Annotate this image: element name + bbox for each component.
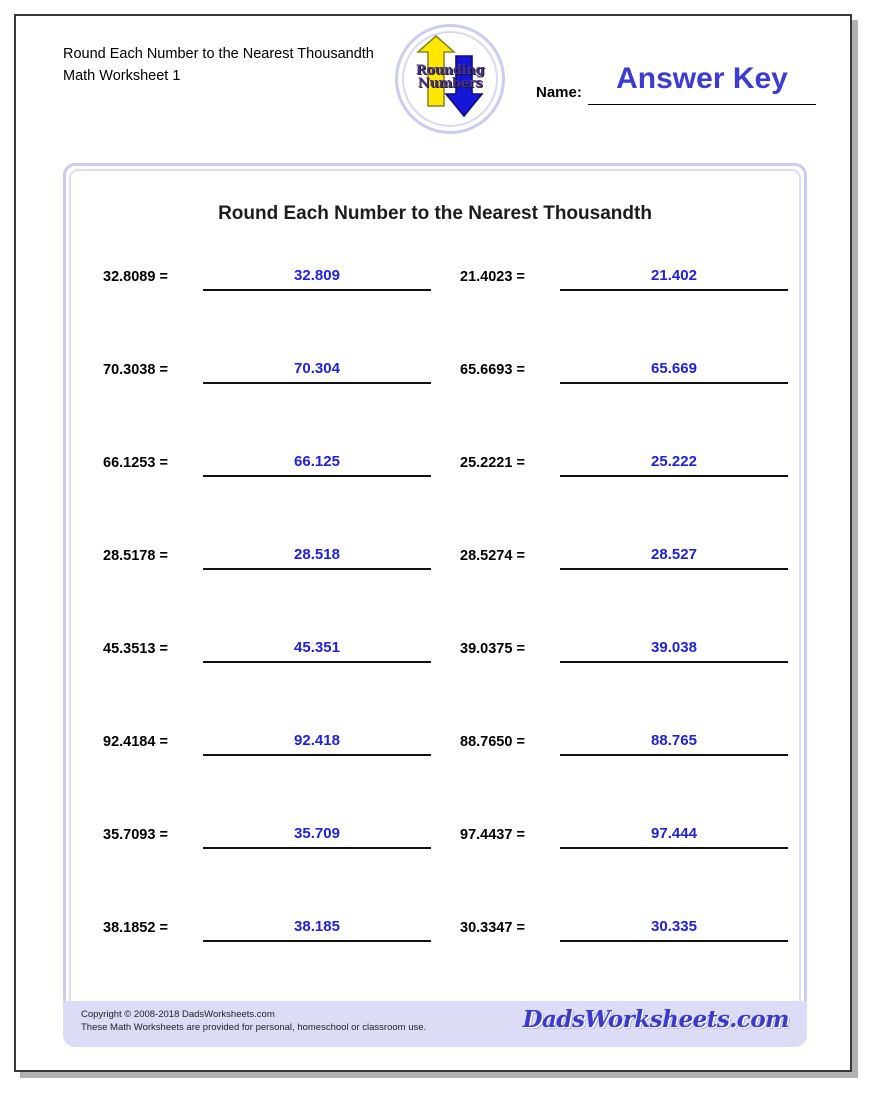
- page-footer: [63, 1006, 807, 1044]
- problem-answer-zone[interactable]: [560, 637, 788, 663]
- problem-row: [71, 900, 799, 993]
- worksheet-card-inner: [69, 169, 801, 1037]
- problem-question: 39.0375 =: [460, 641, 525, 657]
- worksheet-page: [14, 14, 852, 1072]
- problem-cell: [71, 342, 442, 435]
- problem-answer-zone[interactable]: [203, 451, 431, 477]
- usage-text: These Math Worksheets are provided for personal, homeschool or classroom use.: [81, 1022, 427, 1033]
- problem-cell: [71, 621, 442, 714]
- problem-row: [71, 435, 799, 528]
- problem-cell: [71, 714, 442, 807]
- problem-cell: [442, 435, 799, 528]
- problem-answer: 38.185: [294, 918, 340, 935]
- problem-cell: [71, 807, 442, 900]
- rounding-numbers-logo: [395, 24, 505, 134]
- problem-question: 97.4437 =: [460, 827, 525, 843]
- header-title-line-1: Round Each Number to the Nearest Thousandth: [63, 46, 374, 62]
- problem-question: 70.3038 =: [103, 362, 168, 378]
- logo-word-1: Rounding: [415, 63, 485, 78]
- problem-answer: 32.809: [294, 267, 340, 284]
- problem-answer: 70.304: [294, 360, 340, 377]
- problem-cell: [442, 528, 799, 621]
- problem-answer-zone[interactable]: [203, 637, 431, 663]
- problem-answer: 21.402: [651, 267, 697, 284]
- problem-row: [71, 621, 799, 714]
- answer-rule: [560, 661, 788, 663]
- problem-answer: 35.709: [294, 825, 340, 842]
- problem-answer-zone[interactable]: [203, 823, 431, 849]
- problem-row: [71, 714, 799, 807]
- answer-rule: [203, 568, 431, 570]
- page-header: [16, 16, 850, 141]
- problem-question: 28.5274 =: [460, 548, 525, 564]
- answer-key-value: Answer Key: [616, 62, 788, 95]
- problem-answer: 88.765: [651, 732, 697, 749]
- problem-answer: 65.669: [651, 360, 697, 377]
- problem-answer: 25.222: [651, 453, 697, 470]
- problem-row: [71, 342, 799, 435]
- problem-cell: [71, 900, 442, 993]
- problems-grid: [71, 249, 799, 993]
- answer-rule: [560, 382, 788, 384]
- problem-answer: 45.351: [294, 639, 340, 656]
- problem-answer-zone[interactable]: [203, 916, 431, 942]
- problem-cell: [71, 528, 442, 621]
- problem-cell: [442, 900, 799, 993]
- answer-rule: [560, 940, 788, 942]
- problem-answer-zone[interactable]: [560, 358, 788, 384]
- answer-rule: [203, 754, 431, 756]
- problem-question: 92.4184 =: [103, 734, 168, 750]
- problem-row: [71, 528, 799, 621]
- answer-rule: [560, 568, 788, 570]
- copyright-text: Copyright © 2008-2018 DadsWorksheets.com: [81, 1009, 275, 1020]
- problem-answer-zone[interactable]: [203, 265, 431, 291]
- problem-answer: 39.038: [651, 639, 697, 656]
- problem-answer: 30.335: [651, 918, 697, 935]
- problem-answer-zone[interactable]: [560, 823, 788, 849]
- problem-question: 28.5178 =: [103, 548, 168, 564]
- problem-question: 65.6693 =: [460, 362, 525, 378]
- problem-cell: [442, 714, 799, 807]
- problem-answer: 97.444: [651, 825, 697, 842]
- problem-question: 35.7093 =: [103, 827, 168, 843]
- problem-question: 32.8089 =: [103, 269, 168, 285]
- problem-cell: [442, 342, 799, 435]
- problem-answer-zone[interactable]: [560, 730, 788, 756]
- answer-rule: [203, 382, 431, 384]
- problem-answer-zone[interactable]: [560, 451, 788, 477]
- problem-question: 30.3347 =: [460, 920, 525, 936]
- problem-answer-zone[interactable]: [560, 544, 788, 570]
- logo-wordmark: [400, 64, 500, 90]
- problem-cell: [442, 249, 799, 342]
- answer-rule: [560, 847, 788, 849]
- problem-answer: 66.125: [294, 453, 340, 470]
- problem-answer-zone[interactable]: [203, 544, 431, 570]
- problem-cell: [442, 621, 799, 714]
- answer-rule: [560, 289, 788, 291]
- problem-row: [71, 807, 799, 900]
- problem-question: 66.1253 =: [103, 455, 168, 471]
- problem-answer-zone[interactable]: [203, 358, 431, 384]
- problem-row: [71, 249, 799, 342]
- problem-question: 38.1852 =: [103, 920, 168, 936]
- problem-cell: [71, 435, 442, 528]
- answer-rule: [203, 847, 431, 849]
- header-title-line-2: Math Worksheet 1: [63, 68, 181, 85]
- problem-answer: 92.418: [294, 732, 340, 749]
- worksheet-title: Round Each Number to the Nearest Thousandth: [218, 203, 652, 224]
- dadsworksheets-logo: DadsWorksheets.com: [522, 1006, 789, 1033]
- problem-cell: [71, 249, 442, 342]
- problem-cell: [442, 807, 799, 900]
- header-title-block: [63, 43, 374, 88]
- problem-question: 21.4023 =: [460, 269, 525, 285]
- problem-question: 88.7650 =: [460, 734, 525, 750]
- answer-rule: [560, 754, 788, 756]
- answer-rule: [203, 475, 431, 477]
- answer-rule: [203, 289, 431, 291]
- worksheet-card: [63, 163, 807, 1043]
- logo-word-2: Numbers: [417, 76, 483, 91]
- answer-rule: [560, 475, 788, 477]
- problem-answer-zone[interactable]: [203, 730, 431, 756]
- problem-question: 25.2221 =: [460, 455, 525, 471]
- problem-question: 45.3513 =: [103, 641, 168, 657]
- problem-answer-zone[interactable]: [560, 265, 788, 291]
- problem-answer: 28.518: [294, 546, 340, 563]
- problem-answer-zone[interactable]: [560, 916, 788, 942]
- answer-rule: [203, 661, 431, 663]
- name-input-rule[interactable]: [588, 104, 816, 105]
- name-label: Name:: [536, 84, 582, 101]
- problem-answer: 28.527: [651, 546, 697, 563]
- answer-rule: [203, 940, 431, 942]
